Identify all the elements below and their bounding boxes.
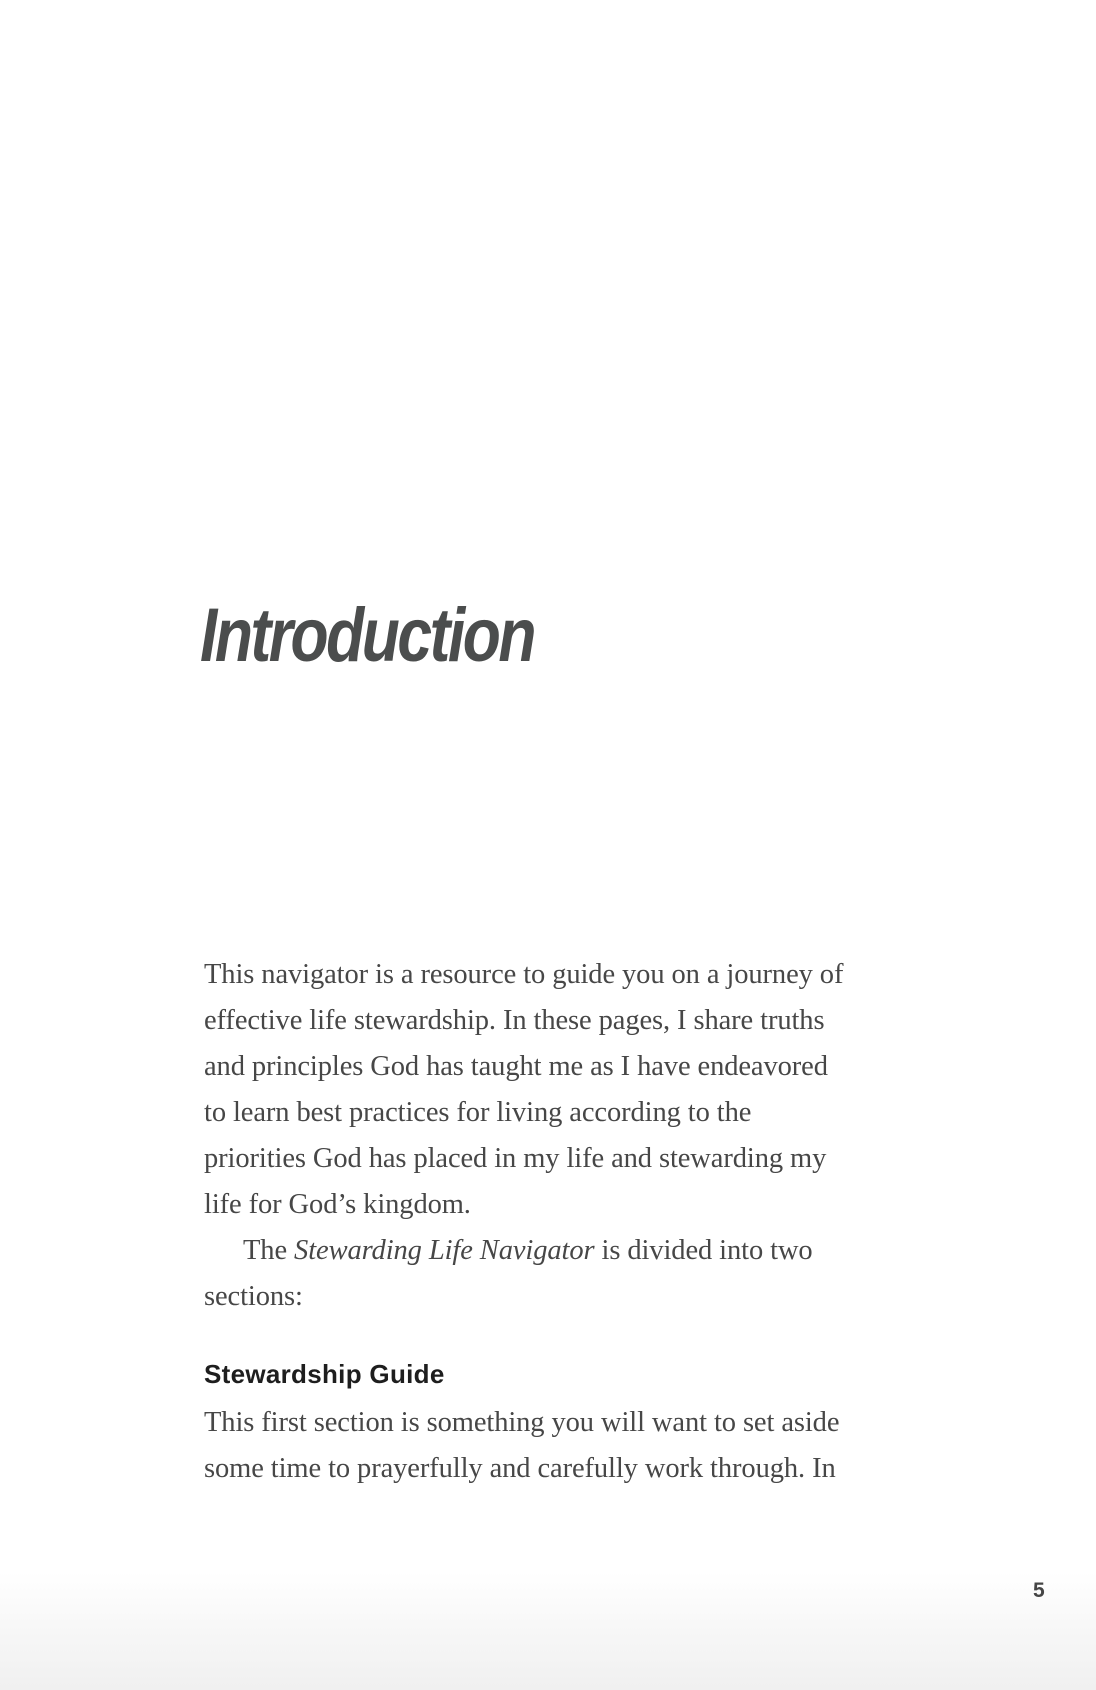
- paragraph-line: This navigator is a resource to guide you on a journey of: [204, 959, 844, 990]
- chapter-title: Introduction: [200, 593, 534, 678]
- paragraph-line: and principles God has taught me as I have endeavored: [204, 1051, 828, 1082]
- text-run: is divided into two: [594, 1235, 813, 1266]
- paragraph-line: life for God’s kingdom.: [204, 1189, 471, 1220]
- paragraph-line: sections:: [204, 1281, 303, 1312]
- section-heading: Stewardship Guide: [204, 1359, 445, 1389]
- paragraph-line: effective life stewardship. In these pages, I share truths: [204, 1005, 825, 1036]
- paragraph-line: priorities God has placed in my life and stewarding my: [204, 1143, 827, 1174]
- paragraph-line: to learn best practices for living according to the: [204, 1097, 752, 1128]
- paragraph-line: This first section is something you will want to set aside: [204, 1407, 840, 1438]
- book-title: Stewarding Life Navigator: [294, 1235, 595, 1266]
- paragraph-line: some time to prayerfully and carefully work through. In: [204, 1453, 836, 1484]
- page-number: 5: [1033, 1579, 1045, 1602]
- text-run: The: [243, 1235, 295, 1266]
- paragraph-line: [243, 1228, 813, 1274]
